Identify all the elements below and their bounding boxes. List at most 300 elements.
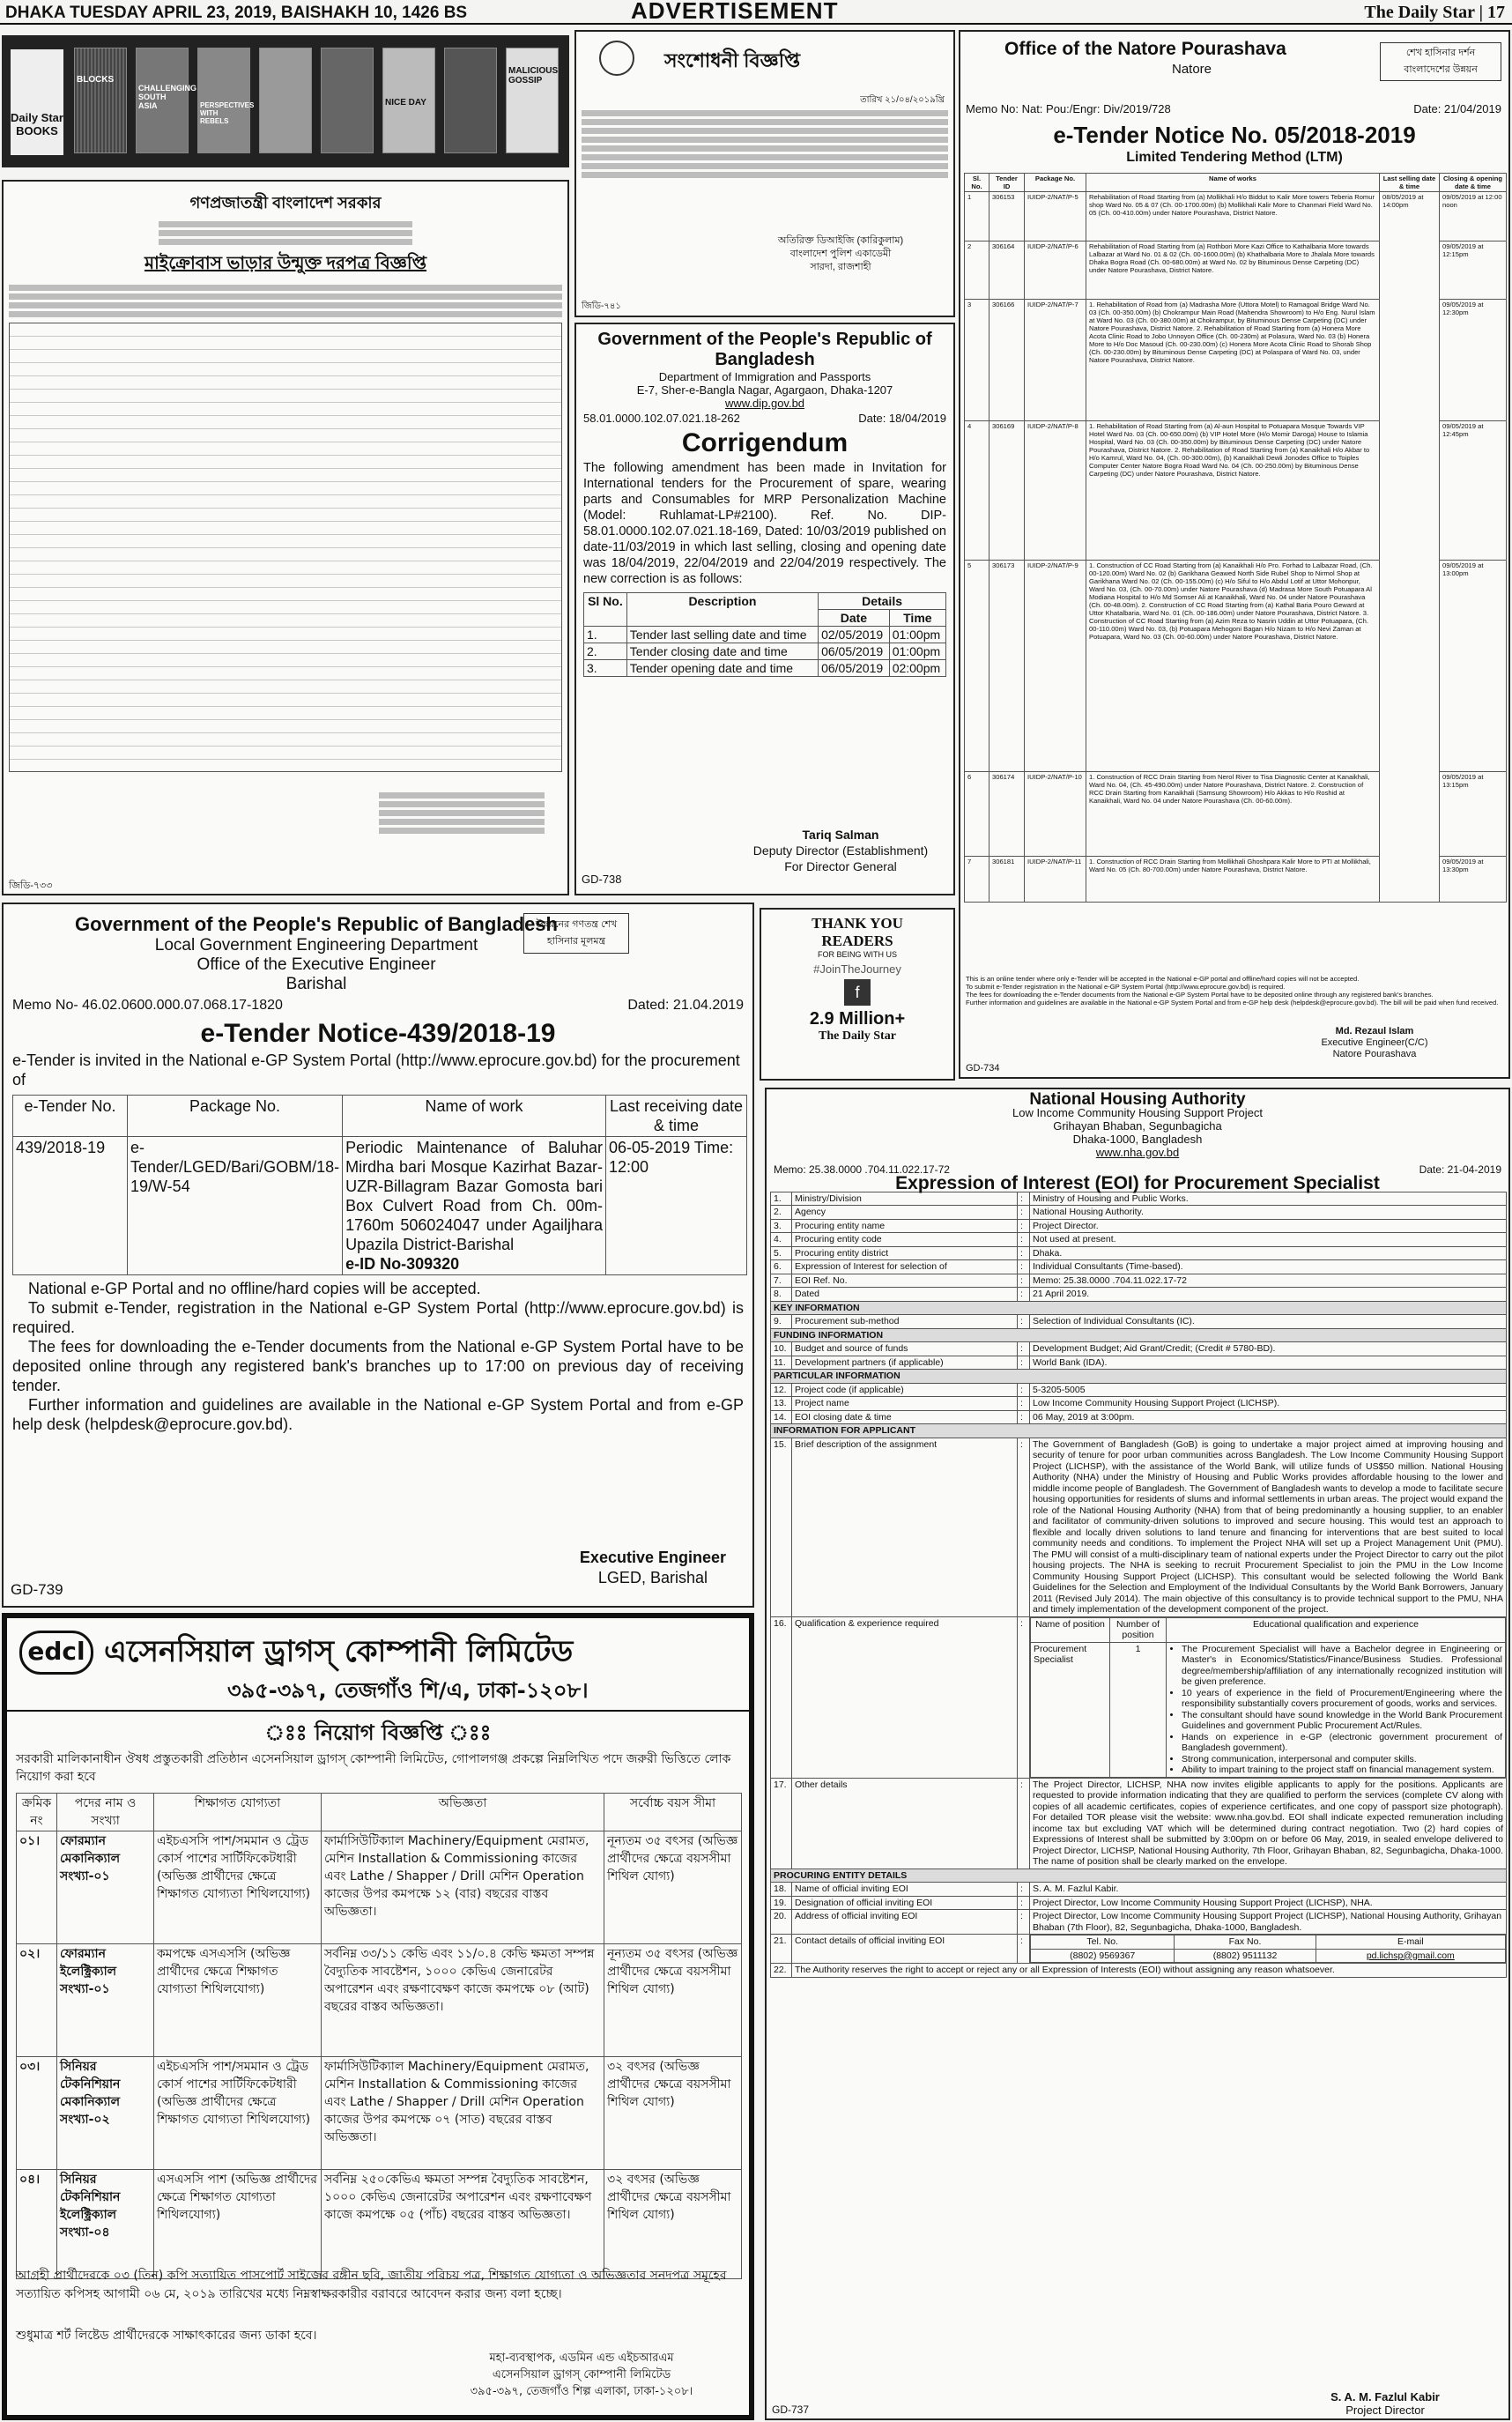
tender-table bbox=[964, 173, 1507, 903]
cell bbox=[1030, 1616, 1507, 1778]
note: This is an online tender where only e-Tender will be accepted in the National e-GP portal and offline/hard copies will not be accepted. bbox=[966, 975, 1360, 983]
cell: ফোরম্যান ইলেক্ট্রিক্যাল সংখ্যা-০১ bbox=[57, 1944, 154, 2057]
cell: সিনিয়র টেকনিশিয়ান মেকানিক্যাল সংখ্যা-০২ bbox=[57, 2057, 154, 2170]
cell: Address of official inviting EOI bbox=[792, 1910, 1018, 1935]
eoi-table bbox=[770, 1192, 1507, 1978]
sig-address: ৩৯৫-৩৯৭, তেজগাঁও শিল্প এলাকা, ঢাকা-১২০৮। bbox=[470, 2385, 693, 2398]
cell: 8. bbox=[771, 1288, 792, 1302]
cell: Tender closing date and time bbox=[626, 643, 818, 660]
cell: Memo: 25.38.0000 .704.11.022.17-72 bbox=[1030, 1274, 1507, 1288]
cell: 5 bbox=[965, 561, 989, 772]
cell: Ministry/Division bbox=[792, 1192, 1018, 1206]
cell: 12. bbox=[771, 1383, 792, 1397]
sig-title: Executive Engineer bbox=[579, 1549, 726, 1566]
slogan-badge: শেখ হাসিনার দর্শন বাংলাদেশের উন্নয়ন bbox=[1380, 42, 1501, 81]
cell: কমপক্ষে এসএসসি (অভিজ্ঞ প্রার্থীদের ক্ষেত্রে শিক্ষাগত যোগ্যতা শিথিলযোগ্য) bbox=[154, 1944, 322, 2057]
cell: The Project Director, LICHSP, NHA now invites eligible applicants to apply for the positions. Applicants are requested to provide information indicating that they are qualified to perform the services (complete CV along with copies of all academic certificates, copies of experience certificates, and one copy of passport size photograph). For detailed TOR please visit the website: www.nha.gov.bd. EOI shall indicate expected remuneration including income tax but excluding VAT which will be determined during contract negotiation. Two (2) hard copies of Expressions of Interest shall be submitted by 3:00pm on or before 06 May, 2019, in sealed envelope delivered to Project Director, LICHSP, National Housing Authority, 7th Floor, Grihayan Bhaban, 82, Segunbagicha, Dhaka-1000. The name of position shall be clearly marked on the envelope. bbox=[1030, 1778, 1507, 1869]
table-row: 11. Development partners (if applicable) : World Bank (IDA). bbox=[771, 1356, 1507, 1370]
cell: 09/05/2019 at 12:30pm bbox=[1440, 300, 1507, 421]
th: শিক্ষাগত যোগ্যতা bbox=[154, 1794, 322, 1831]
list-item: • Strong communication, interpersonal and computer skills. bbox=[1182, 1754, 1502, 1765]
ad-address: Grihayan Bhaban, Segunbagicha bbox=[1053, 1118, 1222, 1133]
cell: EOI Ref. No. bbox=[792, 1274, 1018, 1288]
th: অভিজ্ঞতা bbox=[322, 1794, 604, 1831]
cell: সিনিয়র টেকনিশিয়ান ইলেক্ট্রিক্যাল সংখ্যা-০৪ bbox=[57, 2170, 154, 2279]
qualification-table bbox=[1030, 1617, 1506, 1778]
cell: Dated bbox=[792, 1288, 1018, 1302]
page-number: 17 bbox=[1487, 3, 1505, 22]
cell: S. A. M. Fazlul Kabir. bbox=[1030, 1883, 1507, 1897]
th: Description bbox=[626, 593, 818, 627]
cell: Contact details of official inviting EOI bbox=[792, 1935, 1018, 1964]
cell: 2. bbox=[771, 1206, 792, 1220]
table-row: 18. Name of official inviting EOI : S. A. M. Fazlul Kabir. bbox=[771, 1883, 1507, 1897]
ad-code: GD-739 bbox=[11, 1581, 63, 1598]
eoi-heading: Expression of Interest (EOI) for Procurement Specialist bbox=[895, 1173, 1380, 1193]
paper-name: The Daily Star bbox=[1364, 3, 1475, 22]
cell: 306164 bbox=[989, 241, 1025, 300]
microbus-tender-ad bbox=[2, 180, 569, 895]
cell: Project code (if applicable) bbox=[792, 1383, 1018, 1397]
books-logo: Daily Star BOOKS bbox=[11, 49, 63, 155]
cell: Selection of Individual Consultants (IC). bbox=[1030, 1315, 1507, 1329]
table-row bbox=[17, 2057, 742, 2170]
cell: 1. bbox=[584, 627, 627, 643]
list-item: • Hands on experience in e-GP (electronic government procurement of Bangladesh government). bbox=[1182, 1732, 1502, 1754]
list-item: • The Procurement Specialist will have a Bachelor degree in Engineering or Master's in Economics/Statistics/Finance/Business Studies. Professional degree/membership/affiliation of any internationally recognized institution will be given preference. bbox=[1182, 1644, 1502, 1688]
cell: 2. bbox=[584, 643, 627, 660]
ad-title: ঃঃ নিয়োগ বিজ্ঞপ্তি ঃঃ bbox=[264, 1720, 492, 1745]
cell: Development partners (if applicable) bbox=[792, 1356, 1018, 1370]
cell: Brief description of the assignment bbox=[792, 1438, 1018, 1616]
cell: (8802) 9569367 bbox=[1031, 1949, 1175, 1963]
cell: The Authority reserves the right to accept or reject any or all Expression of Interests (EOI) without assigning any reason whatsoever. bbox=[792, 1964, 1507, 1978]
table-row: 6. Expression of Interest for selection of : Individual Consultants (Time-based). bbox=[771, 1260, 1507, 1274]
book-cover bbox=[259, 48, 312, 153]
cell: Tender last selling date and time bbox=[626, 627, 818, 643]
cell: 09/05/2019 at 13:15pm bbox=[1440, 772, 1507, 857]
ad-date: Date: 18/04/2019 bbox=[858, 412, 946, 425]
table-row: 12. Project code (if applicable) : 5-3205-5005 bbox=[771, 1383, 1507, 1397]
ad-date: Date: 21-04-2019 bbox=[1419, 1163, 1501, 1176]
cell: 6. bbox=[771, 1260, 792, 1274]
cell: সর্বনিম্ন ৩৩/১১ কেভি এবং ১১/০.৪ কেভি ক্ষমতা সম্পন্ন বৈদ্যুতিক সাবষ্টেশন, ১০০০ কেভিএ জেনারেটর অপারেশন এবং রক্ষণাবেক্ষণ কাজে কমপক্ষে ০৮ (আট) বছরের বাস্তব অভিজ্ঞতা। bbox=[322, 1944, 604, 2057]
cell: 09/05/2019 at 13:30pm bbox=[1440, 857, 1507, 903]
sig-title: Project Director bbox=[1345, 2403, 1425, 2417]
notice-title: e-Tender Notice-439/2018-19 bbox=[200, 1019, 556, 1048]
natore-etender-ad bbox=[959, 30, 1510, 1079]
th: Closing & opening date & time bbox=[1440, 174, 1507, 192]
table-row bbox=[771, 1964, 1507, 1978]
sig-title: মহা-ব্যবস্থাপক, এডমিন এন্ড এইচআরএম bbox=[489, 2351, 674, 2365]
work-name: Periodic Maintenance of Baluhar Mirdha bari Mosque Kazirhat Bazar-UZR-Billagram Bazar Gomosta bari Box Culvert Road from Ch. 00m-1760m 506024047 under Agailjhara Upazila District-Barishal bbox=[345, 1139, 603, 1253]
cell: Project name bbox=[792, 1397, 1018, 1411]
table-row bbox=[965, 192, 1507, 241]
cell: Dhaka. bbox=[1030, 1246, 1507, 1260]
cell: ০৩। bbox=[17, 2057, 57, 2170]
table-row: 4. Procuring entity code : Not used at present. bbox=[771, 1233, 1507, 1247]
para: The fees for downloading the e-Tender documents from the National e-GP System Portal have to be deposited online through any registered bank's branches up to 17:00 on previous day of receiving tender. bbox=[12, 1338, 744, 1394]
cell: Tel. No. bbox=[1031, 1935, 1175, 1950]
table-row bbox=[17, 2170, 742, 2279]
sig-name: S. A. M. Fazlul Kabir bbox=[1330, 2390, 1440, 2403]
notice-title: e-Tender Notice No. 05/2018-2019 bbox=[1053, 122, 1416, 148]
ad-code: GD-737 bbox=[772, 2403, 810, 2416]
cell: 21 April 2019. bbox=[1030, 1288, 1507, 1302]
cell: 1. Construction of RCC Drain Starting from Nerol River to Tisa Diagnostic Center at Kanaikhali, Ward No. 04, (Ch. 45-490.00m) under Natore Pourashava, District Natore. 2. Construction of RCC Drain Starting from Kanaikhali (Samsung Showroom) H/o Akkas to H/o Roshid at Kanaikhali, Ward No. 04 under Natore Pourashava (Ch. 00-60.00m). bbox=[1086, 772, 1380, 857]
cell: 06/05/2019 bbox=[819, 660, 890, 677]
cell: নূন্যতম ৩৫ বৎসর (অভিজ্ঞ প্রার্থীদের ক্ষেত্রে বয়সসীমা শিথিল যোগ্য) bbox=[604, 1831, 742, 1944]
sig-name: Md. Rezaul Islam bbox=[1335, 1026, 1414, 1036]
ad-title: Corrigendum bbox=[681, 428, 849, 457]
cell: 06/05/2019 bbox=[819, 643, 890, 660]
cell: নূন্যতম ৩৫ বৎসর (অভিজ্ঞ প্রার্থীদের ক্ষেত্রে বয়সসীমা শিথিল যোগ্য) bbox=[604, 1944, 742, 2057]
sig-org: LGED, Barishal bbox=[597, 1569, 708, 1586]
cell: World Bank (IDA). bbox=[1030, 1356, 1507, 1370]
ad-web: www.nha.gov.bd bbox=[1095, 1145, 1180, 1159]
cell: 4 bbox=[965, 421, 989, 561]
cell: 06-05-2019 Time: 12:00 bbox=[606, 1137, 747, 1275]
ad-title: Office of the Natore Pourashava bbox=[1004, 39, 1286, 59]
book-cover bbox=[444, 48, 497, 153]
cell: 1. Construction of RCC Drain Starting from Mollikhali Ghoshpara Kalir More to PTI at Mollikhali, Ward No. 05 (Ch. 80-700.00m) under Natore Pourashava, District Natore. bbox=[1086, 857, 1380, 903]
th: Name of works bbox=[1086, 174, 1380, 192]
cell: 306169 bbox=[989, 421, 1025, 561]
lged-etender-ad bbox=[2, 903, 754, 1608]
section-header: PARTICULAR INFORMATION bbox=[771, 1370, 1507, 1384]
ad-date: Date: 21/04/2019 bbox=[1413, 102, 1501, 115]
ad-memo: 58.01.0000.102.07.021.18-262 bbox=[583, 412, 740, 425]
cell: 6 bbox=[965, 772, 989, 857]
table-row bbox=[13, 1137, 747, 1275]
cell: 306166 bbox=[989, 300, 1025, 421]
cell: 02/05/2019 bbox=[819, 627, 890, 643]
cell: 5. bbox=[771, 1246, 792, 1260]
table-row: 5. Procuring entity district : Dhaka. bbox=[771, 1246, 1507, 1260]
ad-office: Office of the Executive Engineer bbox=[196, 955, 436, 974]
e-id: e-ID No-309320 bbox=[345, 1255, 460, 1273]
ad-date: Dated: 21.04.2019 bbox=[627, 998, 744, 1013]
cell: 09/05/2019 at 12:45pm bbox=[1440, 421, 1507, 561]
section-title: ADVERTISEMENT bbox=[631, 0, 839, 24]
cell: এইচএসসি পাশ/সমমান ও ট্রেড কোর্স পাশের সার্টিফিকেটধারী (অভিজ্ঞ প্রার্থীদের ক্ষেত্রে শিক্ষাগত যোগ্যতা শিথিলযোগ্য) bbox=[154, 2057, 322, 2170]
book-cover: BLOCKS bbox=[74, 48, 127, 153]
table-row: 7. EOI Ref. No. : Memo: 25.38.0000 .704.11.022.17-72 bbox=[771, 1274, 1507, 1288]
table-row: 17. Other details : The Project Director, LICHSP, NHA now invites eligible applicants to apply for the positions. Applicants are requested to provide information indicating that they are qualified to perform the services (complete CV along with copies of all academic certificates, copies of experience certificates, and one copy of passport size photograph). For detailed TOR please visit the website: www.nha.gov.bd. EOI shall indicate expected remuneration including income tax but excluding VAT which will be determined during contract negotiation. Two (2) hard copies of Expressions of Interest shall be submitted by 3:00pm on or before 06 May, 2019, in sealed envelope delivered to Project Director, LICHSP, National Housing Authority, 7th Floor, Grihayan Bhaban, 82, Segunbagicha, Dhaka-1000. The name of position shall be clearly marked on the envelope. bbox=[771, 1778, 1507, 1869]
cell: 439/2018-19 bbox=[13, 1137, 128, 1275]
section-header: INFORMATION FOR APPLICANT bbox=[771, 1424, 1507, 1438]
cell: 306153 bbox=[989, 192, 1025, 241]
ad-city: Dhaka-1000, Bangladesh bbox=[1072, 1132, 1203, 1146]
th: Details bbox=[819, 593, 946, 610]
sig-org: Natore Pourashava bbox=[1332, 1049, 1417, 1059]
cell: ০৪। bbox=[17, 2170, 57, 2279]
cell: 19. bbox=[771, 1896, 792, 1910]
signature-block bbox=[735, 234, 946, 274]
ad-project: Low Income Community Housing Support Project bbox=[1012, 1105, 1263, 1119]
para: National e-GP Portal and no offline/hard copies will be accepted. bbox=[28, 1280, 481, 1297]
cell: এইচএসসি পাশ/সমমান ও ট্রেড কোর্স পাশের সার্টিফিকেটধারী (অভিজ্ঞ প্রার্থীদের ক্ষেত্রে শিক্ষাগত যোগ্যতা শিথিলযোগ্য) bbox=[154, 1831, 322, 1944]
ad-footer: আগ্রহী প্রার্থীদেরকে ০৩ (তিন) কপি সত্যায়িত পাসপোর্ট সাইজের রঙ্গীন ছবি, জাতীয় পরিচয় পত্র, শিক্ষাগত যোগ্যতা ও অভিজ্ঞতার সনদপত্র সমূহের সত্যায়িত কপিসহ আগামী ০৬ মে, ২০১৯ তারিখের মধ্যে নিম্নস্বাক্ষরকারীর বরাবরে আবেদন করার জন্য বলা হচ্ছে। bbox=[16, 2269, 727, 2301]
cell: 13. bbox=[771, 1397, 792, 1411]
ad-city: Barishal bbox=[285, 975, 347, 993]
note: To submit e-Tender registration in the National e-GP System Portal (http://www.eprocure.gov.bd) is required. bbox=[966, 983, 1286, 991]
cell: e-Tender/LGED/Bari/GOBM/18-19/W-54 bbox=[128, 1137, 343, 1275]
ad-web: www.dip.gov.bd bbox=[724, 397, 805, 410]
cell: সর্বনিম্ন ২৫০কেভিএ ক্ষমতা সম্পন্ন বৈদ্যুতিক সাবষ্টেশন, ১০০০ কেভিএ জেনারেটর অপারেশন এবং রক্ষণাবেক্ষণ কাজে কমপক্ষে ০৫ (পাঁচ) বছরের বাস্তব অভিজ্ঞতা। bbox=[322, 2170, 604, 2279]
thank-you-ad bbox=[760, 908, 955, 1081]
cell: Procurement Specialist bbox=[1031, 1642, 1110, 1777]
section-header: PROCURING ENTITY DETAILS bbox=[771, 1869, 1507, 1883]
ad-memo: Memo No- 46.02.0600.000.07.068.17-1820 bbox=[12, 998, 283, 1013]
th: Sl No. bbox=[584, 593, 627, 627]
table-row: 8. Dated : 21 April 2019. bbox=[771, 1288, 1507, 1302]
cell: 21. bbox=[771, 1935, 792, 1964]
cell bbox=[1167, 1642, 1506, 1777]
cell: 306181 bbox=[989, 857, 1025, 903]
th: Tender ID bbox=[989, 174, 1025, 192]
cell: Designation of official inviting EOI bbox=[792, 1896, 1018, 1910]
book-cover: CHALLENGING SOUTH ASIA bbox=[136, 48, 189, 153]
edcl-recruitment-ad bbox=[2, 1613, 754, 2420]
table-row bbox=[584, 643, 946, 660]
cell: pd.lichsp@gmail.com bbox=[1316, 1949, 1505, 1963]
cell: ০১। bbox=[17, 1831, 57, 1944]
cell: IUIDP-2/NAT/P-9 bbox=[1025, 561, 1086, 772]
para: To submit e-Tender, registration in the National e-GP System Portal (http://www.eprocure.gov.bd) is required. bbox=[12, 1299, 744, 1336]
ad-intro: সরকারী মালিকানাধীন ঔষধ প্রস্তুতকারী প্রতিষ্ঠান এসেনসিয়াল ড্রাগস্ কোম্পানী লিমিটেড, গোপালগঞ্জ প্রকল্পে নিম্নলিখিত পদে জরুরী ভিত্তিতে লোক নিয়োগ করা হবে bbox=[16, 1752, 731, 1784]
ty-line2: READERS bbox=[821, 932, 893, 949]
cell: 09/05/2019 at 13:00pm bbox=[1440, 561, 1507, 772]
ty-hashtag: #JoinTheJourney bbox=[813, 962, 901, 976]
table-row: 20. Address of official inviting EOI : Project Director, Low Income Community Housing Support Project (LICHSP), National Housing Authority, Grihayan Bhaban (7th Floor), 82, Segunbagicha, Dhaka-1000, Bangladesh. bbox=[771, 1910, 1507, 1935]
schedule-table bbox=[583, 592, 946, 677]
cell: Individual Consultants (Time-based). bbox=[1030, 1260, 1507, 1274]
ad-dept: Local Government Engineering Department bbox=[154, 936, 478, 955]
cell: 06 May, 2019 at 3:00pm. bbox=[1030, 1410, 1507, 1424]
cell: এসএসসি পাশ (অভিজ্ঞ প্রার্থীদের ক্ষেত্রে শিক্ষাগত যোগ্যতা শিথিলযোগ্য) bbox=[154, 2170, 322, 2279]
table-row: 1. Ministry/Division : Ministry of Housing and Public Works. bbox=[771, 1192, 1507, 1206]
cell: Not used at present. bbox=[1030, 1233, 1507, 1247]
signature-block bbox=[580, 1548, 726, 1588]
cell: ৩২ বৎসর (অভিজ্ঞ প্রার্থীদের ক্ষেত্রে বয়সসীমা শিথিল যোগ্য) bbox=[604, 2170, 742, 2279]
cell: Fax No. bbox=[1175, 1935, 1316, 1950]
cell: 1. Rehabilitation of Road from (a) Madrasha More (Uttora Motel) to Ramagoal Bridge Ward No. 03 (Ch. 00-350.00m) (b) Chokrampur Main Road (Mahendra Showroom) to H/o Eng. Nurul Islam at Ward No. 03 (Ch. 00-380.00m) at Chokrampur, by Bituminous Dense Carpeting (DC) under Natore Pourashava, District Natore. 2. Rehabilitation of Road Starting from (a) Honera More Acota Clinic Road to Jobo Unnoyon Office (Ch. 00-230m) at Polasura, Ward No. 03 (b) Honera More to H/o Doc Masoud (Ch. 00-230.00m) (c) Honera More Acota Clinic Road to Shorab Shop (Ch. 00-230.00m) by Bituminous Dense Carpeting (DC) at Polaspara of Ward No. 03, under Natore Pourashava, District Natore. bbox=[1086, 300, 1380, 421]
cell: 09/05/2019 at 12:15pm bbox=[1440, 241, 1507, 300]
cell: Agency bbox=[792, 1206, 1018, 1220]
ad-body: The following amendment has been made in Invitation for International tenders for the Procurement of spare, wearing parts and Consumables for MRP Personalization Machine (Model: Ruhlamat-LP#2100). Ref. No. DIP-58.01.0000.102.07.021.18-169, Dated: 10/03/2019 published on date-11/03/2019 in which last selling, closing and opening date was 18/04/2019, 22/04/2019 and 22/04/2019 respectively. The new correction is as follows: bbox=[583, 461, 946, 586]
tender-notes bbox=[966, 975, 1505, 1007]
ad-title: মাইক্রোবাস ভাড়ার উন্মুক্ত দরপত্র বিজ্ঞপ্তি bbox=[144, 254, 427, 273]
cell: 306174 bbox=[989, 772, 1025, 857]
seal-icon bbox=[599, 41, 634, 76]
table-row: 9. Procurement sub-method : Selection of Individual Consultants (IC). bbox=[771, 1315, 1507, 1329]
th: সর্বোচ্চ বয়স সীমা bbox=[604, 1794, 742, 1831]
cell: Expression of Interest for selection of bbox=[792, 1260, 1018, 1274]
books-ad bbox=[2, 35, 569, 167]
nha-eoi-ad bbox=[765, 1088, 1510, 2420]
ad-govt: Government of the People's Republic of Bangladesh bbox=[597, 330, 932, 369]
cell: ফার্মাসিউটিক্যাল Machinery/Equipment মেরামত, মেশিন Installation & Commissioning কাজের এবং Lathe / Shapper / Drill মেশিন Operation কাজের উপর কমপক্ষে ১২ (বার) বছরের বাস্তব অভিজ্ঞতা। bbox=[322, 1831, 604, 1944]
cell: Tender opening date and time bbox=[626, 660, 818, 677]
cell: 7. bbox=[771, 1274, 792, 1288]
cell: E-mail bbox=[1316, 1935, 1505, 1950]
cell: Rehabilitation of Road Starting from (a) Mollikhali H/o Biddut to Kalir More towers Teberia Romur shop Ward No. 05 & 07 (Ch. 00-1700.00m) (b) Mollikhali Kalir More to Chanmari Field Ward No. 05 (Ch. 00-410.00m) under Natore Pourashava, District Natore. bbox=[1086, 192, 1380, 241]
list-item: • Ability to impart training to the project staff on financial management system. bbox=[1182, 1764, 1502, 1776]
th: Sl. No. bbox=[965, 174, 989, 192]
th: e-Tender No. bbox=[13, 1096, 128, 1137]
cell: 2 bbox=[965, 241, 989, 300]
cell: 08/05/2019 at 14:00pm bbox=[1380, 192, 1440, 903]
company-address: ৩৯৫-৩৯৭, তেজগাঁও শি/এ, ঢাকা-১২০৮। bbox=[227, 1678, 589, 1703]
cell: Procuring entity name bbox=[792, 1219, 1018, 1233]
cell: IUIDP-2/NAT/P-11 bbox=[1025, 857, 1086, 903]
cell: IUIDP-2/NAT/P-6 bbox=[1025, 241, 1086, 300]
ad-title: সংশোধনী বিজ্ঞপ্তি bbox=[664, 49, 801, 71]
cell: 7 bbox=[965, 857, 989, 903]
section-header: KEY INFORMATION bbox=[771, 1301, 1507, 1315]
cell: 9. bbox=[771, 1315, 792, 1329]
cell: ৩২ বৎসর (অভিজ্ঞ প্রার্থীদের ক্ষেত্রে বয়সসীমা শিথিল যোগ্য) bbox=[604, 2057, 742, 2170]
cell: Low Income Community Housing Support Project (LICHSP). bbox=[1030, 1397, 1507, 1411]
table-row bbox=[17, 1831, 742, 1944]
cell: 22. bbox=[771, 1964, 792, 1978]
ad-date: তারিখ ২১/০৪/২০১৯খ্রি bbox=[860, 95, 945, 105]
th: Number of position bbox=[1110, 1617, 1167, 1642]
cell: 5-3205-5005 bbox=[1030, 1383, 1507, 1397]
sig-title: Deputy Director (Establishment) bbox=[752, 843, 929, 858]
cell bbox=[343, 1137, 606, 1275]
cell: Procuring entity code bbox=[792, 1233, 1018, 1247]
cell: IUIDP-2/NAT/P-10 bbox=[1025, 772, 1086, 857]
facebook-icon: f bbox=[844, 979, 871, 1006]
cell: Procuring entity district bbox=[792, 1246, 1018, 1260]
cell: ফার্মাসিউটিক্যাল Machinery/Equipment মেরামত, মেশিন Installation & Commissioning কাজের এবং Lathe / Shapper / Drill মেশিন Operation কাজের উপর কমপক্ষে ০৭ (সাত) বছরের বাস্তব অভিজ্ঞতা। bbox=[322, 2057, 604, 2170]
cell: Budget and source of funds bbox=[792, 1342, 1018, 1356]
notice-method: Limited Tendering Method (LTM) bbox=[1126, 150, 1343, 165]
ty-line3: FOR BEING WITH US bbox=[818, 950, 897, 959]
table-row: 15. Brief description of the assignment : The Government of Bangladesh (GoB) is going to undertake a major project aimed at improving housing and security of tenure for poor urban communities across Bangladesh. The Low Income Community Housing Support Project (LICHSP), with the assistance of the World Bank, will utilize funds of US$50 million. National Housing Authority (NHA) under the Ministry of Housing and Public Works provides affordable housing to the lower and middle income people of Bangladesh. The Government of Bangladesh wants to develop a mode to facilitate secure housing opportunities for residents of slums and informal settlements in urban areas. The project would expand the role of the National Housing Authority (NHA) from that of being predominantly a housing supplier, to an enabler and facilitator of community-driven solutions to improved and secure housing. This would test an approach to flexible and locally driven solutions to land tenure and financing for interventions that are best suited to local community needs and conditions. To implement the Project NHA will set up a Project Management Unit (PMU). The PMU will consist of a multi-disciplinary team of national experts under the Project Director to carry out the pilot housing projects. The NHA is seeking to recruit Procurement Specialist to join the PMU in the Low Income Community Housing Support Project (LICHSP). This consultant would be selected following the World Bank Guidelines for the Selection and Employment of the Individual Consultants by the World Bank Borrowers, January 2011 (Revised July 2014). The main objective of this consultancy is to provide technical support to the PMU, NHA and timely implementation of the development component of the project. bbox=[771, 1438, 1507, 1616]
th: Name of position bbox=[1031, 1617, 1110, 1642]
slogan-badge: উন্নয়নের গণতন্ত্র শেখ হাসিনার মূলমন্ত্র bbox=[523, 913, 629, 954]
masthead: The Daily Star | 17 bbox=[1364, 3, 1505, 22]
table-row bbox=[584, 627, 946, 643]
sig-org: বাংলাদেশ পুলিশ একাডেমী bbox=[789, 249, 892, 259]
th: Educational qualification and experience bbox=[1167, 1617, 1506, 1642]
signature-block bbox=[1279, 2390, 1491, 2417]
th: পদের নাম ও সংখ্যা bbox=[57, 1794, 154, 1831]
ad-code: জিডি-৭৩৩ bbox=[9, 880, 53, 891]
tender-table bbox=[12, 1095, 747, 1275]
cell: 01:00pm bbox=[889, 643, 945, 660]
cell: 1 bbox=[1110, 1642, 1167, 1777]
ad-govt: Government of the People's Republic of Bangladesh bbox=[75, 913, 558, 935]
para: Further information and guidelines are available in the National e-GP System Portal and from e-GP help desk (helpdesk@eprocure.gov.bd). bbox=[12, 1396, 744, 1433]
th: Name of work bbox=[343, 1096, 606, 1137]
cell: 02:00pm bbox=[889, 660, 945, 677]
cell: 3. bbox=[771, 1219, 792, 1233]
th: Last selling date & time bbox=[1380, 174, 1440, 192]
company-name: এসেনসিয়াল ড্রাগস্ কোম্পানী লিমিটেড bbox=[104, 1634, 574, 1669]
signature-block bbox=[735, 827, 946, 874]
contact-table bbox=[1030, 1935, 1506, 1963]
notice-intro: e-Tender is invited in the National e-GP System Portal (http://www.eprocure.gov.bd) for the procurement of bbox=[12, 1051, 740, 1088]
table-row: 3. Procuring entity name : Project Director. bbox=[771, 1219, 1507, 1233]
cell: Project Director, Low Income Community Housing Support Project (LICHSP), NHA. bbox=[1030, 1896, 1507, 1910]
cell: Project Director, Low Income Community Housing Support Project (LICHSP), National Housing Authority, Grihayan Bhaban (7th Floor), 82, Segunbagicha, Dhaka-1000, Bangladesh. bbox=[1030, 1910, 1507, 1935]
table-row bbox=[584, 660, 946, 677]
th: Date bbox=[819, 610, 890, 627]
cell: (8802) 9511132 bbox=[1175, 1949, 1316, 1963]
cell: 18. bbox=[771, 1883, 792, 1897]
cell: Other details bbox=[792, 1778, 1018, 1869]
ad-note: শুধুমাত্র শর্ট লিষ্টেড প্রার্থীদেরকে সাক্ষাৎকারের জন্য ডাকা হবে। bbox=[16, 2329, 317, 2343]
ad-dept: Department of Immigration and Passports bbox=[658, 370, 871, 383]
table-row: 21. Contact details of official inviting EOI : Tel. No. Fax No. E-mail (8802) 9569367 (8802) 9511132 pd.lichsp@gmail.com bbox=[771, 1935, 1507, 1964]
ad-code: GD-738 bbox=[582, 873, 622, 886]
cell: IUIDP-2/NAT/P-5 bbox=[1025, 192, 1086, 241]
cell: ০২। bbox=[17, 1944, 57, 2057]
cell: EOI closing date & time bbox=[792, 1410, 1018, 1424]
page-header bbox=[0, 0, 1512, 25]
signature-block bbox=[1260, 1026, 1489, 1060]
table-row: 13. Project name : Low Income Community Housing Support Project (LICHSP). bbox=[771, 1397, 1507, 1411]
ad-code: GD-734 bbox=[966, 1063, 1000, 1074]
cell: 3 bbox=[965, 300, 989, 421]
ad-title: National Housing Authority bbox=[1029, 1090, 1246, 1109]
sig-for: For Director General bbox=[784, 859, 897, 873]
notice-body bbox=[4, 1279, 752, 1434]
ad-address: E-7, Sher-e-Bangla Nagar, Agargaon, Dhaka-1207 bbox=[636, 383, 893, 397]
ad-memo: Memo No: Nat: Pou:/Engr: Div/2019/728 bbox=[966, 102, 1171, 115]
cell: 10. bbox=[771, 1342, 792, 1356]
corrigendum-ad bbox=[574, 323, 955, 895]
th: ক্রমিক নং bbox=[17, 1794, 57, 1831]
ad-subtitle: Natore bbox=[1172, 62, 1212, 77]
cell: ফোরম্যান মেকানিক্যাল সংখ্যা-০১ bbox=[57, 1831, 154, 1944]
cell: Ministry of Housing and Public Works. bbox=[1030, 1192, 1507, 1206]
book-cover: NICE DAY bbox=[382, 48, 435, 153]
cell bbox=[1030, 1935, 1507, 1964]
cell: 11. bbox=[771, 1356, 792, 1370]
cell: The Government of Bangladesh (GoB) is going to undertake a major project aimed at improving housing and security of tenure for poor urban communities across Bangladesh. The Low Income Community Housing Support Project (LICHSP), with the assistance of the World Bank, will utilize funds of US$50 million. National Housing Authority (NHA) under the Ministry of Housing and Public Works provides affordable housing to the lower and middle income people of Bangladesh. The Government of Bangladesh wants to develop a mode to facilitate secure housing opportunities for residents of slums and informal settlements in urban areas. The project would expand the role of the National Housing Authority (NHA) from that of being predominantly a housing supplier, to an enabler and facilitator of community-driven solutions to improved and secure housing. This would test an approach to flexible and locally driven solutions to land tenure and financing for interventions that are best suited to local community needs and conditions. To implement the Project NHA will set up a Project Management Unit (PMU). The PMU will consist of a multi-disciplinary team of national experts under the Project Director to carry out the pilot housing projects. The NHA is seeking to recruit Procurement Specialist to join the PMU in the Low Income Community Housing Support Project (LICHSP). This consultant would be selected following the World Bank Guidelines for the Selection and Employment of the Individual Consultants by the World Bank Borrowers, January 2011 (Revised July 2014). The main objective of this consultancy is to provide technical support to the PMU, NHA and timely implementation of the development component of the project. bbox=[1030, 1438, 1507, 1616]
ad-code: জিডি-৭৪১ bbox=[582, 301, 621, 311]
cell: 4. bbox=[771, 1233, 792, 1247]
cell: IUIDP-2/NAT/P-8 bbox=[1025, 421, 1086, 561]
sig-title: অতিরিক্ত ডিআইজি (কারিকুলাম) bbox=[777, 235, 904, 246]
cell: Name of official inviting EOI bbox=[792, 1883, 1018, 1897]
edcl-logo: edcl bbox=[19, 1631, 93, 1675]
list-item: • 10 years of experience in the field of Procurement/Engineering where the responsibility substantially covers procurement of goods, works and services. bbox=[1182, 1688, 1502, 1710]
cell: 01:00pm bbox=[889, 627, 945, 643]
list-item: • The consultant should have sound knowledge in the World Bank Procurement Guidelines and government Public Procurement Act/Rules. bbox=[1182, 1710, 1502, 1732]
sig-org: এসেনসিয়াল ড্রাগস্ কোম্পানী লিমিটেড bbox=[492, 2368, 671, 2381]
positions-table bbox=[16, 1793, 742, 2279]
cell: 09/05/2019 at 12:00 noon bbox=[1440, 192, 1507, 241]
th: Time bbox=[889, 610, 945, 627]
page-dateline: DHAKA TUESDAY APRIL 23, 2019, BAISHAKH 10, 1426 BS bbox=[5, 4, 468, 22]
cell: IUIDP-2/NAT/P-7 bbox=[1025, 300, 1086, 421]
table-row bbox=[17, 1944, 742, 2057]
table-row: 2. Agency : National Housing Authority. bbox=[771, 1206, 1507, 1220]
cell: 1. Rehabilitation of Road Starting from (a) Al-aun Hospital to Potuapara Mosque Towards VIP Hotel Ward No. 03 (Ch. 00-650.00m) (b) VIP Hotel More (H/o Momir Daroga) House to Islamia Hospital, Ward No. 03 (Ch. 00-350.00m) by Bituminous Dense Carpeting (DC) under Natore Pourashava, District Natore. 2. Rehabilitation of Road Starting from (a) Kanaikhali H/o Akbar to H/o Kamrul, Ward No. 04, (Ch. 00-300.00m), (b) Kanaikhali Dewli Jonodes Office to Toiples Computer Center Natore Bogra Road Ward No. 04 (Ch. 00-250.00m) by Bituminous Dense Carpeting (DC) under Natore Pourashava, District Natore. bbox=[1086, 421, 1380, 561]
tender-terms-table bbox=[9, 323, 562, 772]
table-row: 14. EOI closing date & time : 06 May, 2019 at 3:00pm. bbox=[771, 1410, 1507, 1424]
note: The fees for downloading the e-Tender documents from the National e-GP System Portal have to be deposited online through any registered bank's branches. bbox=[966, 991, 1434, 999]
cell: Qualification & experience required bbox=[792, 1616, 1018, 1778]
ad-govt: গণপ্রজাতন্ত্রী বাংলাদেশ সরকার bbox=[189, 194, 382, 212]
book-cover: PERSPECTIVES WITH REBELS bbox=[197, 48, 250, 153]
